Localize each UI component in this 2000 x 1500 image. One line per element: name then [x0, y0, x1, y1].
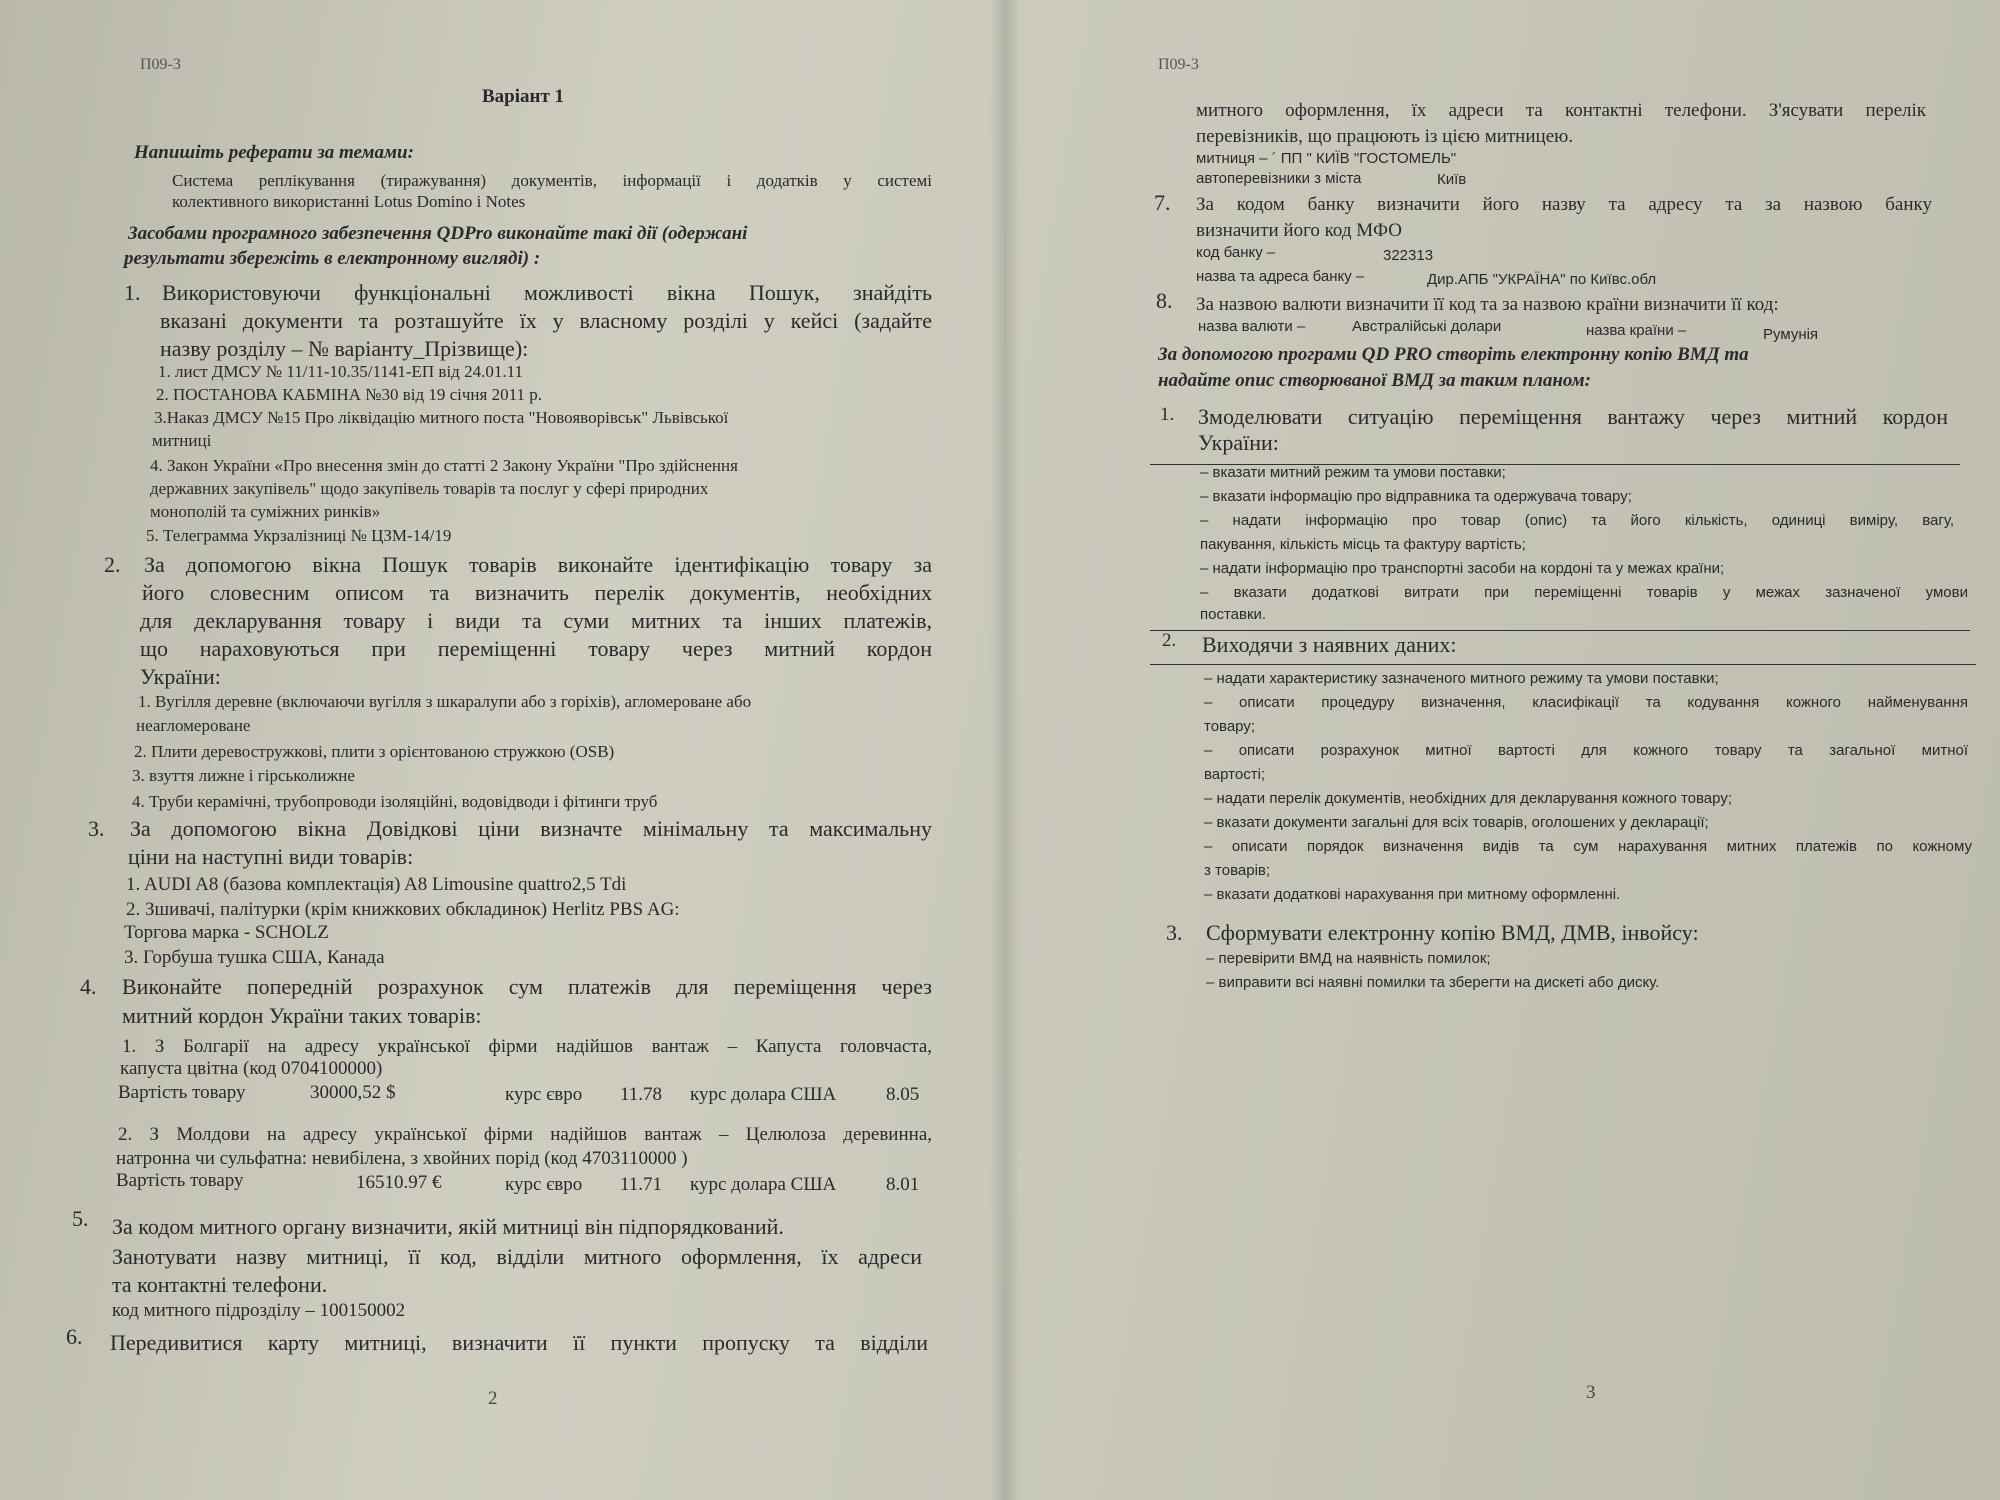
- task-item: 3.Наказ ДМСУ №15 Про ліквідацію митного поста "Новояворівськ" Львівської: [154, 408, 729, 427]
- task-item: 2. Зшивачі, палітурки (крім книжкових обкладинок) Herlitz PBS AG:: [126, 899, 680, 920]
- task-item: митниці: [152, 431, 212, 450]
- task-line: для декларування товару і види та суми митних та інших платежів,: [140, 608, 932, 633]
- plan-item: – виправити всі наявні помилки та зберегти на дискеті або диску.: [1206, 974, 1660, 991]
- plan-item: – вказати інформацію про відправника та одержувача товару;: [1200, 488, 1632, 505]
- task-item: 1. Вугілля деревне (включаючи вугілля з шкаралупи або з горіхів), агломероване або: [138, 692, 752, 711]
- task-item: неагломероване: [136, 716, 251, 735]
- plan-item: – вказати додаткові нарахування при митному оформленні.: [1204, 886, 1621, 903]
- task-line: вказані документи та розташуйте їх у власному розділі у кейсі (задайте: [160, 308, 932, 333]
- task-line: що нараховуються при переміщенні товару через митний кордон: [140, 636, 932, 661]
- carriers-city: Київ: [1437, 171, 1467, 188]
- task-number: 5.: [72, 1206, 89, 1231]
- task-line: митний кордон України таких товарів:: [122, 1003, 482, 1028]
- country-value: Румунія: [1763, 326, 1819, 343]
- task-item: 3. взуття лижне і гірськолижне: [132, 766, 355, 785]
- plan-item: – описати порядок визначення видів та сум нарахування митних платежів по кожному: [1204, 838, 1972, 855]
- usd-value: 8.05: [886, 1084, 920, 1105]
- task-line: визначити його код МФО: [1196, 220, 1402, 241]
- usd-label: курс долара США: [690, 1084, 837, 1105]
- essay-topic-line: колективного використанні Lotus Domino і Notes: [172, 192, 526, 211]
- cost-value: 30000,52 $: [310, 1082, 396, 1103]
- vmd-heading: За допомогою програми QD PRO створіть електронну копію ВМД та: [1158, 344, 1749, 365]
- task-line: За допомогою вікна Пошук товарів виконайте ідентифікацію товару за: [144, 552, 932, 577]
- task-line: та контактні телефони.: [112, 1272, 328, 1297]
- plan-line: Виходячи з наявних даних:: [1202, 632, 1457, 657]
- currency-label: назва валюти –: [1198, 318, 1306, 335]
- task-line: За назвою валюти визначити її код та за назвою країни визначити її код:: [1196, 294, 1779, 315]
- plan-item: товару;: [1204, 718, 1256, 735]
- task-line: його словесним описом та визначить перелік документів, необхідних: [142, 580, 932, 605]
- task-number: 7.: [1154, 190, 1171, 215]
- task-item: 3. Горбуша тушка США, Канада: [124, 947, 385, 968]
- task-line: За кодом банку визначити його назву та адресу та за назвою банку: [1196, 194, 1932, 215]
- bank-code-value: 322313: [1383, 247, 1434, 264]
- task-item: монополій та суміжних ринків»: [150, 502, 381, 521]
- eur-value: 11.78: [620, 1084, 663, 1105]
- eur-value: 11.71: [620, 1174, 663, 1195]
- plan-item: – вказати митний режим та умови поставки;: [1200, 464, 1506, 481]
- task-number: 6.: [66, 1324, 83, 1349]
- task-item: натронна чи сульфатна: невибілена, з хвойних порід (код 4703110000 ): [116, 1148, 688, 1169]
- plan-item: – вказати документи загальні для всіх товарів, оголошених у декларації;: [1204, 814, 1709, 831]
- task-line: Використовуючи функціональні можливості вікна Пошук, знайдіть: [162, 280, 932, 305]
- task-item: 2. З Молдови на адресу української фірми надійшов вантаж – Целюлоза деревинна,: [118, 1124, 932, 1145]
- task-item: Торгова марка - SCHOLZ: [124, 922, 329, 943]
- cost-label: Вартість товару: [118, 1082, 246, 1103]
- left-page: [0, 0, 1000, 1480]
- plan-item: – описати процедуру визначення, класифікації та кодування кожного найменування: [1204, 694, 1968, 711]
- qdpro-heading: результати збережіть в електронному вигляді) :: [124, 248, 541, 269]
- plan-line: України:: [1198, 430, 1279, 455]
- task-line: Виконайте попередній розрахунок сум платежів для переміщення через: [122, 974, 932, 999]
- variant-title: Варіант 1: [482, 86, 565, 107]
- task-number: 8.: [1156, 288, 1173, 313]
- task-line: перевізників, що працюють із цією митницею.: [1196, 126, 1574, 147]
- task-number: 4.: [80, 974, 97, 999]
- carriers-label: автоперевізники з міста: [1196, 170, 1362, 187]
- cost-label: Вартість товару: [116, 1170, 244, 1191]
- cost-value: 16510.97 €: [356, 1172, 442, 1193]
- plan-number: 2.: [1162, 630, 1177, 651]
- essay-heading: Напишіть реферати за темами:: [134, 142, 414, 163]
- currency-value: Австралійські долари: [1352, 318, 1502, 335]
- task-line: митного оформлення, їх адреси та контактні телефони. З'ясувати перелік: [1196, 100, 1926, 121]
- bank-name-value: Дир.АПБ "УКРАЇНА" по Київс.обл: [1427, 271, 1657, 288]
- page-number: 3: [1586, 1382, 1596, 1403]
- page-code: П09-3: [140, 56, 181, 73]
- task-number: 2.: [104, 552, 121, 577]
- plan-item: – перевірити ВМД на наявність помилок;: [1206, 950, 1491, 967]
- eur-label: курс євро: [505, 1174, 583, 1195]
- page-number: 2: [488, 1388, 498, 1409]
- plan-item: – надати перелік документів, необхідних для декларування кожного товару;: [1204, 790, 1732, 807]
- usd-label: курс долара США: [690, 1174, 837, 1195]
- page-code: П09-3: [1158, 56, 1199, 73]
- customs-code-line: код митного підрозділу – 100150002: [112, 1300, 406, 1321]
- plan-rule: [1150, 664, 1976, 665]
- country-label: назва країни –: [1586, 322, 1687, 339]
- plan-item: – вказати додаткові витрати при переміщенні товарів у межах зазначеної умови: [1200, 584, 1968, 601]
- plan-item: поставки.: [1200, 606, 1267, 623]
- plan-item: – надати інформацію про товар (опис) та його кількість, одиниці виміру, вагу,: [1200, 512, 1954, 529]
- eur-label: курс євро: [505, 1084, 583, 1105]
- qdpro-heading: Засобами програмного забезпечення QDPro виконайте такі дії (одержані: [128, 223, 748, 244]
- task-number: 3.: [88, 816, 105, 841]
- task-line: Занотувати назву митниці, її код, відділи митного оформлення, їх адреси: [112, 1244, 922, 1269]
- vmd-heading: надайте опис створюваної ВМД за таким планом:: [1158, 370, 1592, 391]
- task-item: 5. Телеграмма Укрзалізниці № ЦЗМ-14/19: [146, 526, 452, 545]
- plan-line: Сформувати електронну копію ВМД, ДМВ, інвойсу:: [1206, 920, 1699, 945]
- usd-value: 8.01: [886, 1174, 920, 1195]
- task-item: 2. Плити деревостружкові, плити з орієнтованою стружкою (OSB): [134, 742, 615, 761]
- task-item: 4. Закон України «Про внесення змін до статті 2 Закону України "Про здійснення: [150, 456, 738, 475]
- plan-item: – надати інформацію про транспортні засоби на кордоні та у межах країни;: [1200, 560, 1725, 577]
- plan-item: вартості;: [1204, 766, 1266, 783]
- task-line: За допомогою вікна Довідкові ціни визначте мінімальну та максимальну: [130, 816, 932, 841]
- bank-name-label: назва та адреса банку –: [1196, 268, 1365, 285]
- task-item: 1. З Болгарії на адресу української фірми надійшов вантаж – Капуста головчаста,: [122, 1036, 932, 1057]
- plan-number: 3.: [1166, 920, 1183, 945]
- essay-topic-line: Система реплікування (тиражування) документів, інформації і додатків у системі: [172, 171, 932, 190]
- plan-item: – надати характеристику зазначеного митного режиму та умови поставки;: [1204, 670, 1719, 687]
- task-item: 1. лист ДМСУ № 11/11-10.35/1141-ЕП від 24.01.11: [158, 362, 523, 381]
- task-number: 1.: [124, 280, 141, 305]
- task-item: 4. Труби керамічні, трубопроводи ізоляційні, водовідводи і фітинги труб: [132, 792, 658, 811]
- plan-rule: [1150, 630, 1970, 631]
- plan-item: – описати розрахунок митної вартості для кожного товару та загальної митної: [1204, 742, 1968, 759]
- task-item: державних закупівель" щодо закупівель товарів та послуг у сфері природних: [150, 479, 709, 498]
- task-line: України:: [140, 664, 221, 689]
- task-item: 2. ПОСТАНОВА КАБМІНА №30 від 19 січня 2011 р.: [156, 385, 542, 404]
- plan-line: Змоделювати ситуацію переміщення вантажу через митний кордон: [1198, 404, 1948, 429]
- plan-number: 1.: [1160, 404, 1175, 425]
- bank-code-label: код банку –: [1196, 244, 1276, 261]
- task-line: назву розділу – № варіанту_Прізвище):: [160, 336, 529, 361]
- task-line: Передивитися карту митниці, визначити її пункти пропуску та відділи: [110, 1330, 928, 1355]
- plan-item: пакування, кількість місць та фактуру вартість;: [1200, 536, 1526, 553]
- task-line: ціни на наступні види товарів:: [128, 844, 414, 869]
- task-item: 1. AUDI A8 (базова комплектація) A8 Limousine quattro2,5 Tdi: [126, 874, 627, 895]
- plan-item: з товарів;: [1204, 862, 1271, 879]
- task-line: За кодом митного органу визначити, якій митниці він підпорядкований.: [112, 1214, 784, 1239]
- task-item: капуста цвітна (код 0704100000): [120, 1058, 383, 1079]
- customs-label: митниця – ´ ПП " КИЇВ "ГОСТОМЕЛЬ": [1196, 150, 1457, 167]
- right-page: [1000, 0, 2000, 1480]
